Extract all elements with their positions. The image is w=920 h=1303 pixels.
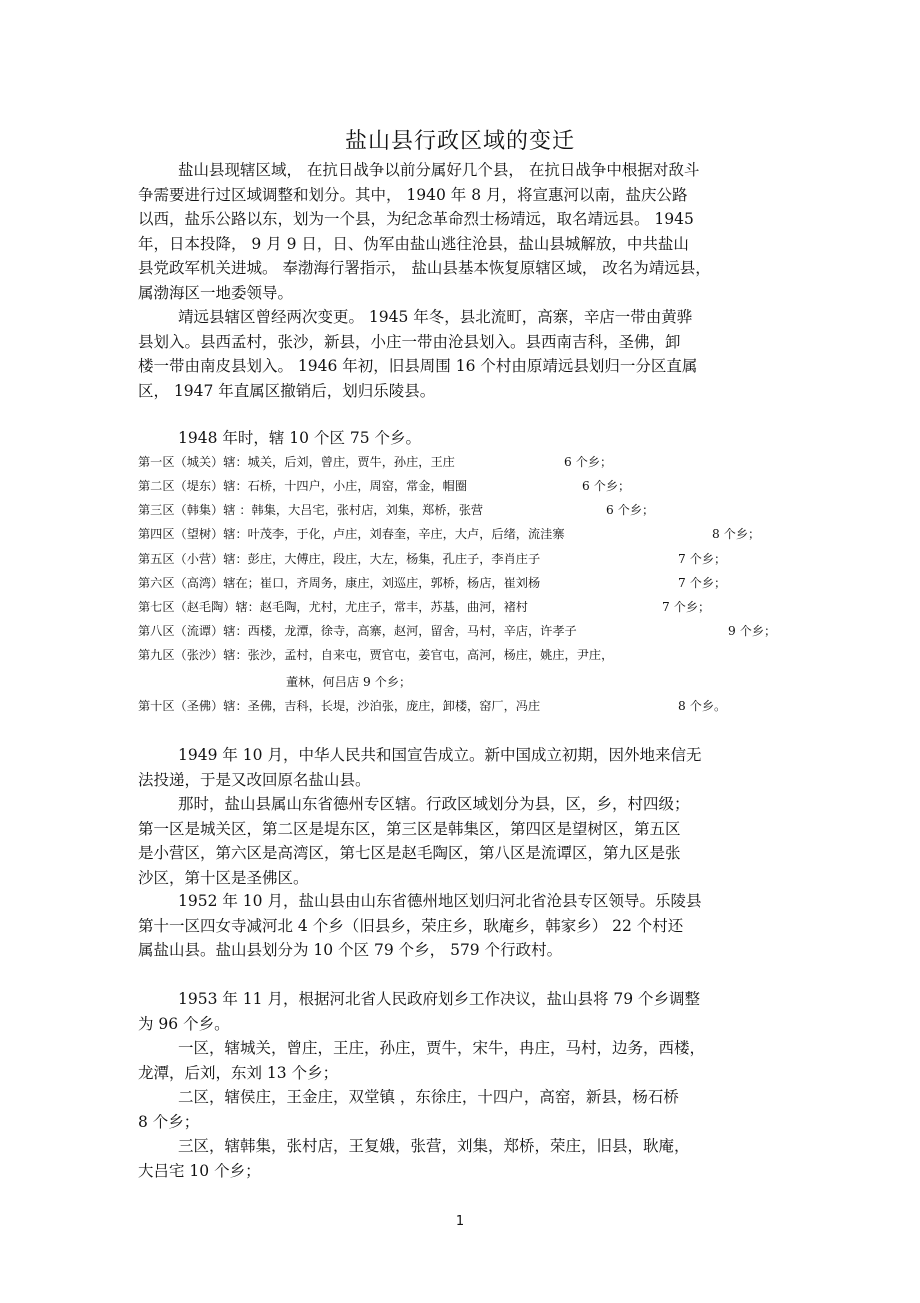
- text-line: 年，日本投降， 9 月 9 日，日、伪军由盐山逃往沧县，盐山县城解放，中共盐山: [138, 234, 689, 253]
- paragraph-10: [138, 1134, 788, 1183]
- district-text: 第十区（圣佛）辖：圣佛，吉科，长堤，沙泊张，庞庄，卸楼，窑厂，冯庄: [138, 699, 541, 713]
- page-title: 盐山县行政区域的变迁: [344, 129, 575, 154]
- text-line: 1949 年 10 月，中华人民共和国宣告成立。新中国成立初期，因外地来信无: [178, 746, 702, 764]
- text-line: 沙区，第十区是圣佛区。: [138, 868, 309, 887]
- text-line: 盐山县现辖区域， 在抗日战争以前分属好几个县， 在抗日战争中根据对敌斗: [178, 161, 700, 179]
- district-row: [138, 501, 798, 518]
- district-text: 第三区（韩集）辖 ：韩集，大吕宅，张村店，刘集，郑桥，张营: [138, 503, 484, 517]
- district-count: 8 个乡；: [712, 527, 761, 541]
- text-line: 县党政军机关进城。 奉渤海行署指示， 盐山县基本恢复原辖区域， 改名为靖远县，: [138, 259, 711, 277]
- text-line: 第一区是城关区，第二区是堤东区，第三区是韩集区，第四区是望树区，第五区: [138, 819, 681, 838]
- district-text: 第一区（城关）辖：城关，后刘，曾庄，贾牛，孙庄，王庄: [138, 455, 455, 469]
- page-number: 1: [455, 1214, 465, 1229]
- text-line: 三区，辖韩集，张村店，王复娥，张营，刘集，郑桥，荣庄，旧县，耿庵，: [178, 1137, 690, 1155]
- district-row: [138, 598, 798, 615]
- district-text: 第九区（张沙）辖：张沙，孟村，自来屯，贾官屯，姜官屯，高河，杨庄，姚庄，尹庄，: [138, 648, 614, 662]
- district-count: 6 个乡；: [606, 503, 655, 517]
- text-line: 8 个乡；: [138, 1112, 200, 1131]
- paragraph-5: [138, 792, 788, 890]
- paragraph-6: [138, 889, 788, 963]
- district-count: 8 个乡。: [678, 699, 727, 713]
- paragraph-4: [138, 743, 788, 792]
- district-count: 9 个乡；: [728, 624, 777, 638]
- district-text: 董林，何吕店 9 个乡；: [286, 675, 412, 689]
- district-row: [138, 453, 798, 470]
- text-line: 大吕宅 10 个乡；: [138, 1161, 261, 1180]
- paragraph-7: [138, 987, 788, 1036]
- district-row: [138, 622, 798, 639]
- text-line: 区， 1947 年直属区撤销后，划归乐陵县。: [138, 381, 436, 400]
- paragraph-9: [138, 1085, 788, 1134]
- district-row-continued: [286, 673, 920, 690]
- text-line: 县划入。县西孟村，张沙，新县，小庄一带由沧县划入。县西南吉科，圣佛，卸: [138, 332, 681, 351]
- district-count: 7 个乡；: [662, 600, 711, 614]
- district-count: 7 个乡；: [678, 576, 727, 590]
- paragraph-8: [138, 1036, 788, 1085]
- district-row: [138, 646, 798, 663]
- paragraph-2: [138, 305, 788, 403]
- text-line: 以西，盐乐公路以东，划为一个县，为纪念革命烈士杨靖远，取名靖远县。 1945: [138, 210, 694, 228]
- district-text: 第四区（望树）辖：叶茂李，于化，卢庄，刘春奎，辛庄，大卢，后绪，流洼寨: [138, 527, 565, 541]
- paragraph-1: [138, 158, 788, 305]
- text-line: 为 96 个乡。: [138, 1014, 230, 1033]
- text-line: 第十一区四女寺减河北 4 个乡（旧县乡，荣庄乡，耿庵乡，韩家乡） 22 个村还: [138, 916, 684, 935]
- text-line: 1953 年 11 月，根据河北省人民政府划乡工作决议，盐山县将 79 个乡调整: [178, 990, 701, 1008]
- district-text: 第六区（高湾）辖在；崔口，齐周务，康庄，刘巡庄，郭桥，杨店，崔刘杨: [138, 576, 541, 590]
- district-count: 6 个乡；: [564, 455, 613, 469]
- text-line: 属渤海区一地委领导。: [138, 283, 294, 302]
- district-row: [138, 477, 798, 494]
- text-line: 1952 年 10 月，盐山县由山东省德州地区划归河北省沧县专区领导。乐陵县: [178, 892, 702, 910]
- district-text: 第五区（小营）辖：彭庄，大傅庄，段庄，大左，杨集，孔庄子，李肖庄子: [138, 552, 541, 566]
- text-line: 靖远县辖区曾经两次变更。 1945 年冬，县北流町，高寨，辛店一带由黄骅: [178, 308, 693, 326]
- text-line: 是小营区，第六区是高湾区，第七区是赵毛陶区，第八区是流谭区，第九区是张: [138, 844, 681, 862]
- text-line: 龙潭，后刘，东刘 13 个乡；: [138, 1063, 339, 1082]
- district-text: 第八区（流谭）辖：西楼，龙潭，徐寺，高寨，赵河，留舍，马村，辛店，许孝子: [138, 624, 577, 638]
- district-row: [138, 550, 798, 567]
- district-row: [138, 525, 798, 542]
- text-line: 属盐山县。盐山县划分为 10 个区 79 个乡， 579 个行政村。: [138, 941, 563, 959]
- district-text: 第七区（赵毛陶）辖：赵毛陶，尤村，尤庄子，常丰，苏基，曲河，褚村: [138, 600, 528, 614]
- text-line: 一区，辖城关，曾庄，王庄，孙庄，贾牛，宋牛，冉庄，马村，边务，西楼，: [178, 1039, 706, 1057]
- text-line: 1948 年时，辖 10 个区 75 个乡。: [178, 429, 422, 447]
- text-line: 那时，盐山县属山东省德州专区辖。行政区域划分为县，区，乡，村四级；: [178, 795, 690, 813]
- district-count: 6 个乡；: [582, 479, 631, 493]
- district-text: 第二区（堤东）辖：石桥，十四户，小庄，周窑，常金，帽圈: [138, 479, 468, 493]
- paragraph-3: [138, 426, 788, 451]
- district-row: [138, 574, 798, 591]
- text-line: 二区，辖侯庄，王金庄，双堂镇 ，东徐庄，十四户，高窑，新县，杨石桥: [178, 1088, 679, 1106]
- district-row: [138, 697, 798, 714]
- text-line: 楼一带由南皮县划入。 1946 年初，旧县周围 16 个村由原靖远县划归一分区直属: [138, 357, 698, 375]
- district-count: 7 个乡；: [678, 552, 727, 566]
- text-line: 争需要进行过区域调整和划分。其中， 1940 年 8 月，将宣惠河以南，盐庆公路: [138, 185, 688, 204]
- text-line: 法投递，于是又改回原名盐山县。: [138, 770, 371, 789]
